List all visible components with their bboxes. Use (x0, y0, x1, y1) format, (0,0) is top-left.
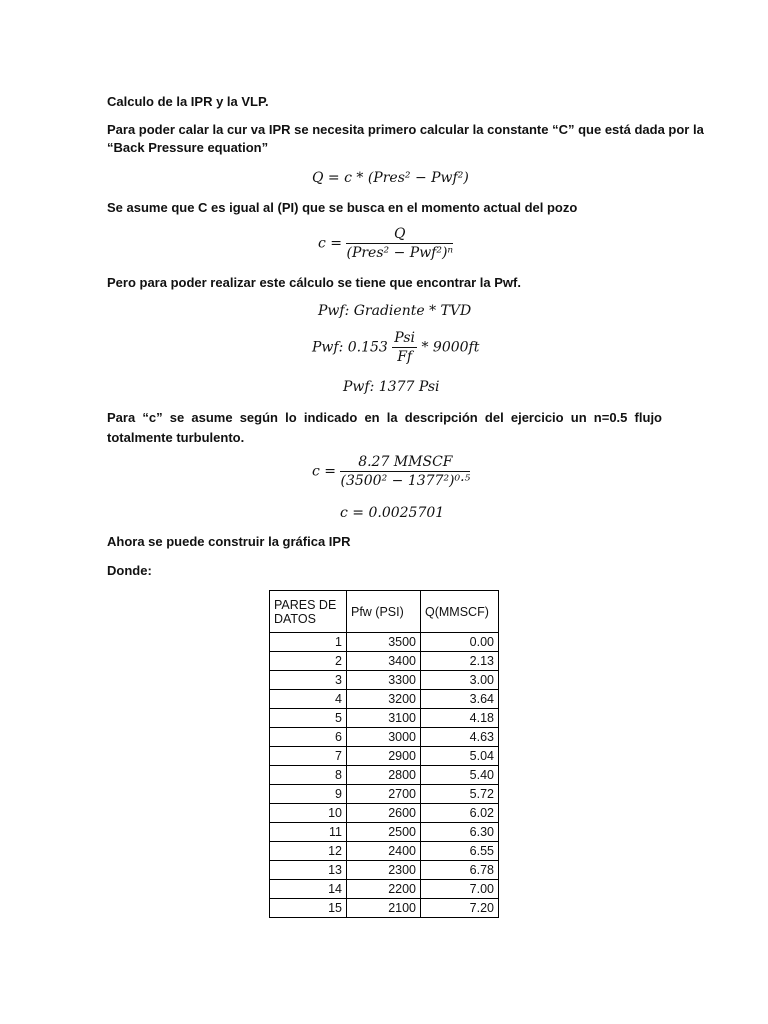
table-row (270, 785, 499, 804)
equation-pwf-gradient: Pwf: Gradiente * TVD (318, 303, 472, 319)
cell-q: 6.55 (421, 842, 499, 861)
table-row (270, 633, 499, 652)
cell-pfw: 2100 (347, 899, 421, 918)
cell-pair-number: 7 (270, 747, 347, 766)
equation-back-pressure: Q = c * (Pres² − Pwf²) (312, 170, 469, 186)
header-q-mmscf: Q(MMSCF) (421, 591, 499, 633)
equation-c-numeric-lhs: c = (312, 463, 337, 480)
equation-c-definition (318, 226, 453, 261)
cell-q: 4.18 (421, 709, 499, 728)
cell-q: 5.40 (421, 766, 499, 785)
cell-q: 7.20 (421, 899, 499, 918)
cell-q: 6.78 (421, 861, 499, 880)
equation-pwf-fraction (392, 330, 417, 365)
cell-pair-number: 15 (270, 899, 347, 918)
cell-pair-number: 2 (270, 652, 347, 671)
equation-c-fraction (346, 226, 453, 261)
paragraph-pwf-intro: Pero para poder realizar este cálculo se tiene que encontrar la Pwf. (107, 275, 521, 290)
cell-q: 5.04 (421, 747, 499, 766)
cell-pfw: 2200 (347, 880, 421, 899)
equation-c-numeric-fraction (340, 454, 470, 489)
equation-c-numeric (312, 454, 470, 489)
equation-c-numeric-denominator: (3500² − 1377²)⁰·⁵ (340, 473, 471, 489)
cell-pfw: 3400 (347, 652, 421, 671)
equation-pwf-suffix: * 9000ft (421, 339, 480, 356)
paragraph-ipr-construct: Ahora se puede construir la gráfica IPR (107, 534, 351, 549)
cell-pair-number: 1 (270, 633, 347, 652)
ipr-data-table (269, 590, 499, 918)
cell-q: 6.02 (421, 804, 499, 823)
table-row (270, 709, 499, 728)
equation-pwf-numeric (312, 330, 479, 365)
cell-pfw: 3000 (347, 728, 421, 747)
table-row (270, 652, 499, 671)
table-row (270, 766, 499, 785)
equation-pwf-result: Pwf: 1377 Psi (343, 379, 440, 395)
table-row (270, 728, 499, 747)
cell-pfw: 2900 (347, 747, 421, 766)
cell-pfw: 3200 (347, 690, 421, 709)
header-pfw-psi: Pfw (PSI) (347, 591, 421, 633)
cell-pfw: 2600 (347, 804, 421, 823)
equation-c-denominator: (Pres² − Pwf²)ⁿ (346, 245, 454, 261)
equation-c-lhs: c = (318, 235, 343, 252)
equation-c-numerator: Q (346, 226, 453, 244)
cell-q: 2.13 (421, 652, 499, 671)
paragraph-intro-line2: “Back Pressure equation” (107, 140, 269, 155)
table-row (270, 842, 499, 861)
table-row (270, 671, 499, 690)
cell-q: 6.30 (421, 823, 499, 842)
cell-pfw: 2300 (347, 861, 421, 880)
cell-pair-number: 3 (270, 671, 347, 690)
table-row (270, 880, 499, 899)
cell-pair-number: 11 (270, 823, 347, 842)
cell-pfw: 3300 (347, 671, 421, 690)
cell-pair-number: 10 (270, 804, 347, 823)
cell-pfw: 2800 (347, 766, 421, 785)
paragraph-donde: Donde: (107, 563, 152, 578)
equation-c-result: c = 0.0025701 (340, 505, 445, 521)
cell-pair-number: 8 (270, 766, 347, 785)
document-title: Calculo de la IPR y la VLP. (107, 94, 269, 109)
cell-q: 5.72 (421, 785, 499, 804)
cell-pfw: 2700 (347, 785, 421, 804)
equation-pwf-denominator: Ff (397, 349, 413, 365)
cell-q: 7.00 (421, 880, 499, 899)
table-row (270, 861, 499, 880)
cell-pair-number: 14 (270, 880, 347, 899)
equation-c-numeric-numerator: 8.27 MMSCF (340, 454, 470, 472)
cell-pfw: 3500 (347, 633, 421, 652)
cell-pfw: 2400 (347, 842, 421, 861)
equation-pwf-prefix: Pwf: 0.153 (312, 339, 388, 356)
table-row (270, 804, 499, 823)
table-row (270, 747, 499, 766)
table-body (270, 633, 499, 918)
cell-pair-number: 5 (270, 709, 347, 728)
cell-pair-number: 9 (270, 785, 347, 804)
paragraph-assumption: Se asume que C es igual al (PI) que se busca en el momento actual del pozo (107, 200, 578, 215)
cell-q: 3.64 (421, 690, 499, 709)
paragraph-c-assumption: Para “c” se asume según lo indicado en la descripción del ejercicio un n=0.5 flujo totalmente turbulento. (107, 410, 662, 445)
header-pares-de-datos: PARES DE DATOS (270, 591, 347, 633)
cell-pfw: 3100 (347, 709, 421, 728)
table-row (270, 823, 499, 842)
cell-pair-number: 12 (270, 842, 347, 861)
table-header-row (270, 591, 499, 633)
cell-q: 0.00 (421, 633, 499, 652)
cell-pfw: 2500 (347, 823, 421, 842)
cell-pair-number: 4 (270, 690, 347, 709)
table-row (270, 690, 499, 709)
equation-pwf-numerator: Psi (394, 330, 416, 346)
cell-pair-number: 6 (270, 728, 347, 747)
cell-q: 3.00 (421, 671, 499, 690)
cell-q: 4.63 (421, 728, 499, 747)
paragraph-intro-line1: Para poder calar la cur va IPR se necesita primero calcular la constante “C” que está dada por la (107, 122, 704, 137)
cell-pair-number: 13 (270, 861, 347, 880)
table-row (270, 899, 499, 918)
